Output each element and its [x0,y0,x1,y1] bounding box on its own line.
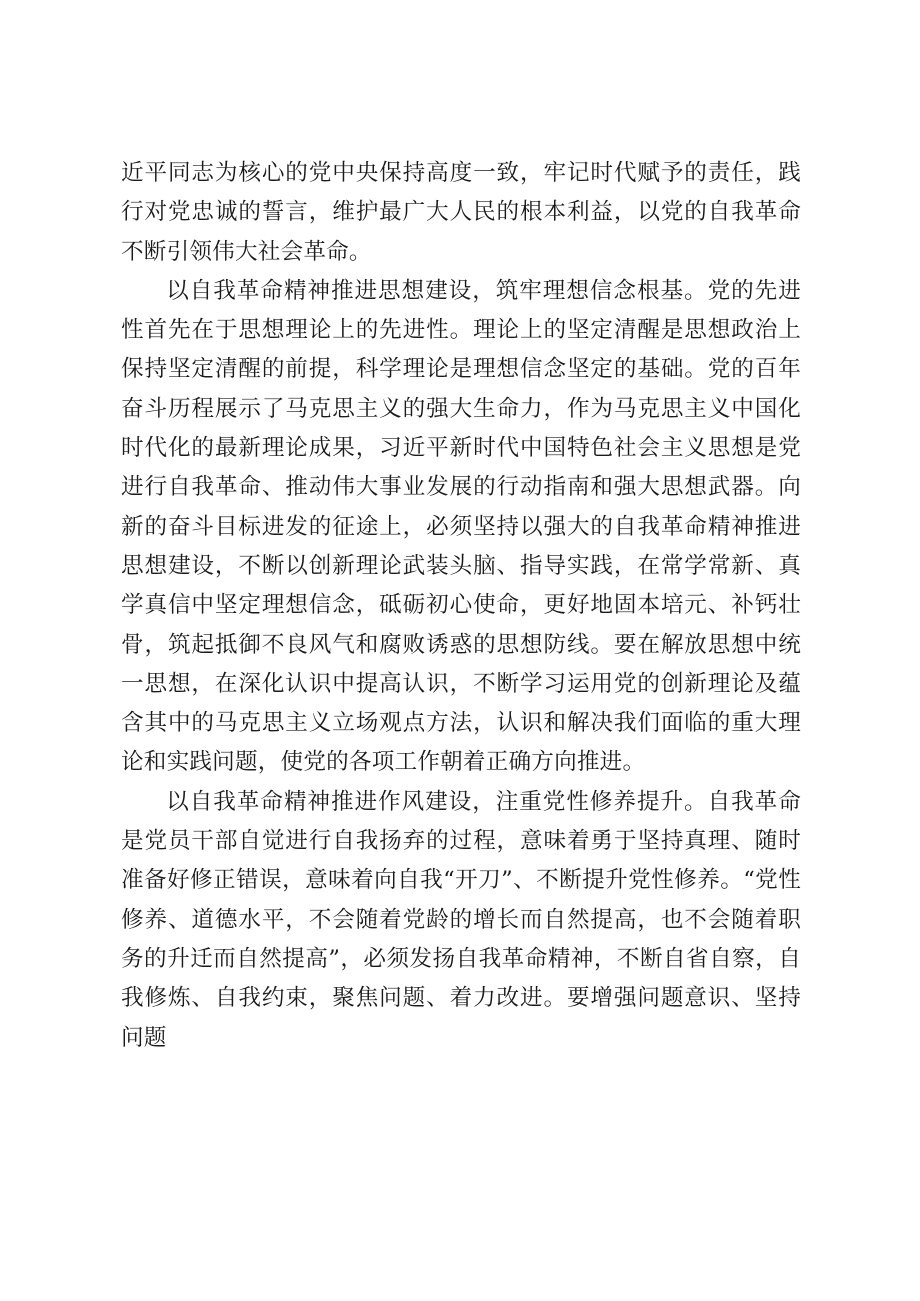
paragraph-ideological-building: 以自我革命精神推进思想建设，筑牢理想信念根基。党的先进性首先在于思想理论上的先进性。理论上的坚定清醒是思想政治上保持坚定清醒的前提，科学理论是理想信念坚定的基础。党的百年奋斗历程展示了马克思主义的强大生命力，作为马克思主义中国化时代化的最新理论成果，习近平新时代中国特色社会主义思想是党进行自我革命、推动伟大事业发展的行动指南和强大思想武器。向新的奋斗目标进发的征途上，必须坚持以强大的自我革命精神推进思想建设，不断以创新理论武装头脑、指导实践，在常学常新、真学真信中坚定理想信念，砥砺初心使命，更好地固本培元、补钙壮骨，筑起抵御不良风气和腐败诱惑的思想防线。要在解放思想中统一思想，在深化认识中提高认识，不断学习运用党的创新理论及蕴含其中的马克思主义立场观点方法，认识和解决我们面临的重大理论和实践问题，使党的各项工作朝着正确方向推进。 [121,277,801,776]
paragraph-work-style-building: 以自我革命精神推进作风建设，注重党性修养提升。自我革命是党员干部自觉进行自我扬弃的过程，意味着勇于坚持真理、随时准备好修正错误，意味着向自我“开刀”、不断提升党性修养。“党性修养、道德水平，不会随着党龄的增长而自然提高，也不会随着职务的升迁而自然提高”，必须发扬自我革命精神，不断自省自察，自我修炼、自我约束，聚焦问题、着力改进。要增强问题意识、坚持问题 [121,788,801,1051]
paragraph-continuation: 近平同志为核心的党中央保持高度一致，牢记时代赋予的责任，践行对党忠诚的誓言，维护最广大人民的根本利益，以党的自我革命不断引领伟大社会革命。 [121,160,801,265]
document-body [121,154,801,1058]
